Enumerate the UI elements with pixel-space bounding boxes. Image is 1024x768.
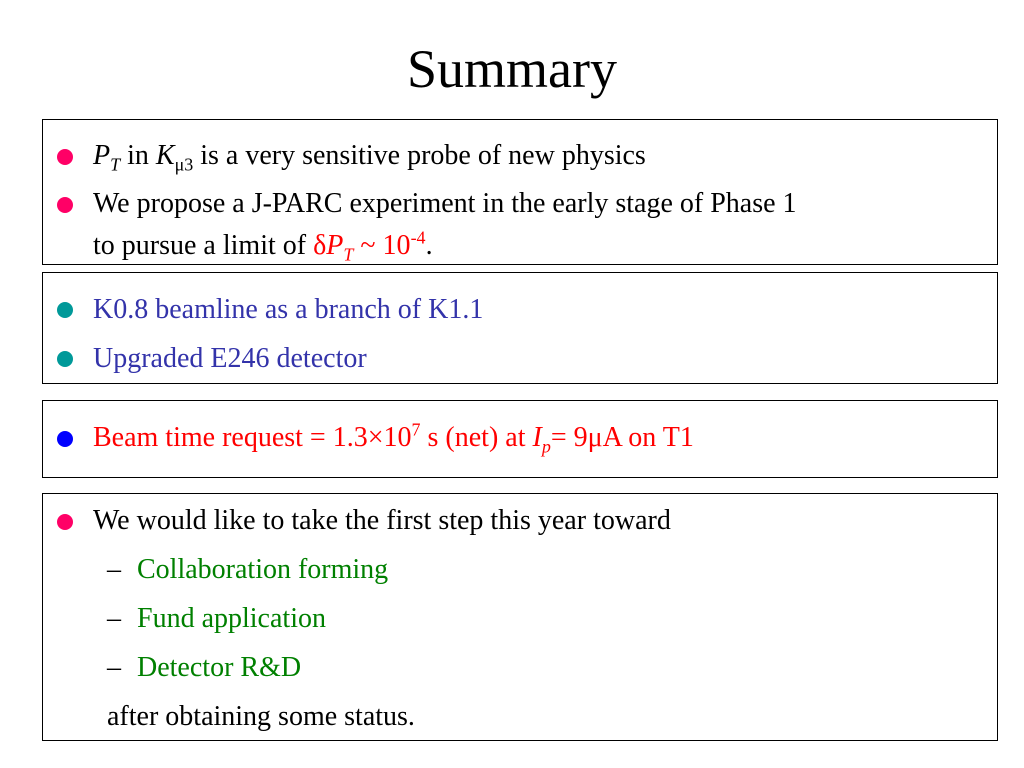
bullet-dot-icon: [57, 149, 73, 165]
bullet-dot-icon: [57, 197, 73, 213]
bullet-pt-probe: $P_T$ in $K_{\mu 3}$ is a very sensitive probe of new physics: [93, 140, 646, 175]
summary-box-setup: [42, 272, 998, 384]
bullet-first-step: We would like to take the first step this year toward: [93, 505, 671, 536]
bullet-dot-icon: [57, 302, 73, 318]
bullet-beam-time-request: Beam time request = $1.3\times 10^7$ s (net) at $I_p= 9\mu A$ on T1: [93, 419, 694, 457]
bullet-beamline: K0.8 beamline as a branch of K1.1: [93, 294, 484, 325]
slide-title: Summary: [407, 39, 617, 99]
bullet-dot-icon: [57, 514, 73, 530]
bullet-dot-icon: [57, 431, 73, 447]
summary-box-physics: [42, 119, 998, 265]
bullet-proposal-line1: We propose a J-PARC experiment in the early stage of Phase 1: [93, 188, 797, 219]
summary-box-next-steps: [42, 493, 998, 741]
bullet-dot-icon: [57, 351, 73, 367]
subitem-detector-rnd: – Detector R&D: [107, 652, 302, 683]
limit-expression: $\delta P_T$ ~ $10^{-4}$: [313, 227, 426, 265]
subitem-fund: – Fund application: [107, 603, 326, 634]
subitem-collaboration: – Collaboration forming: [107, 554, 389, 585]
bullet-detector: Upgraded E246 detector: [93, 343, 367, 374]
closing-text: after obtaining some status.: [107, 701, 415, 732]
summary-box-beamtime: [42, 400, 998, 478]
bullet-proposal-line2: to pursue a limit of $\delta P_T$ ~ $10^{-4}$.: [93, 227, 433, 265]
